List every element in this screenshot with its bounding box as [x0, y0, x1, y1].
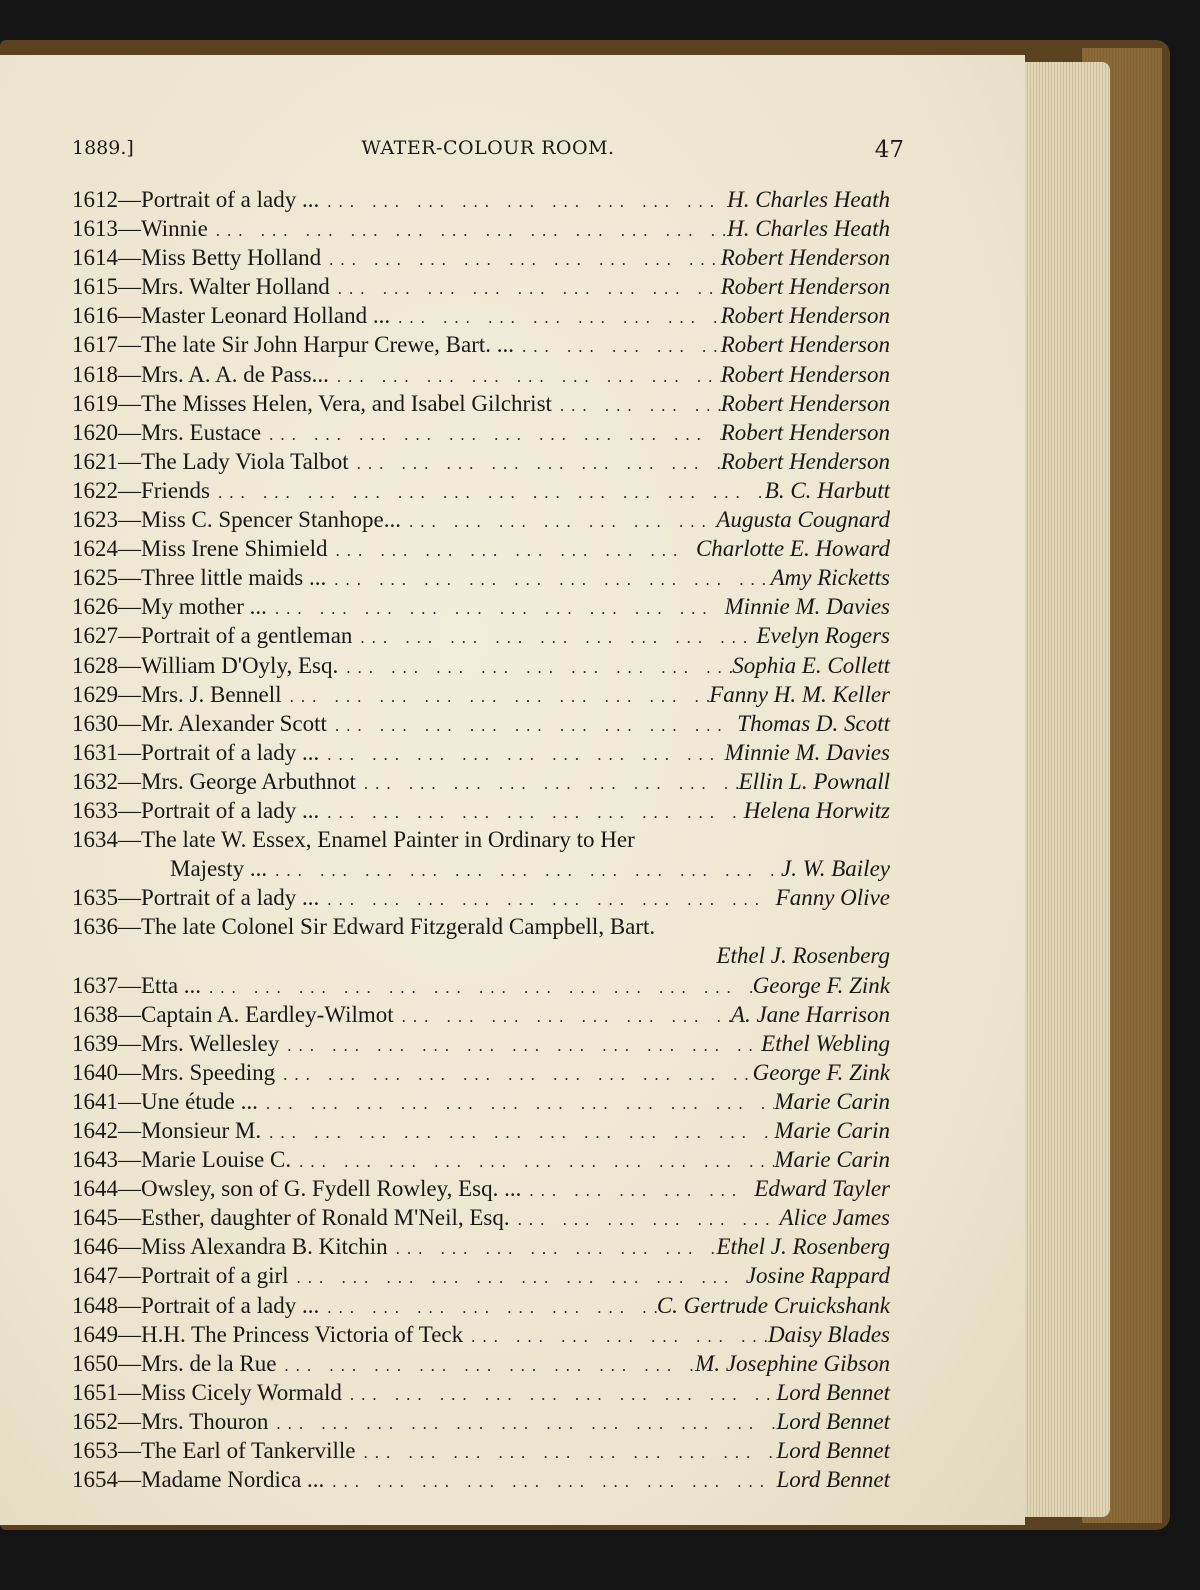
entry-artist: C. Gertrude Cruickshank: [656, 1292, 890, 1318]
dot-leader: [521, 1176, 754, 1205]
entry-artist: Augusta Cougnard: [716, 507, 890, 533]
catalogue-entry: [72, 1378, 904, 1407]
entry-title: 1638—Captain A. Eardley-Wilmot: [72, 1001, 394, 1027]
entry-artist: Robert Henderson: [720, 419, 890, 445]
page-fore-edge: [1015, 62, 1110, 1517]
entry-artist: George F. Zink: [752, 972, 890, 998]
entry-title: 1621—The Lady Viola Talbot: [72, 448, 349, 474]
entry-title: 1650—Mrs. de la Rue: [72, 1350, 277, 1376]
catalogue-entry: [72, 534, 904, 563]
dot-leader: [261, 420, 721, 449]
entry-title: 1640—Mrs. Speeding: [72, 1059, 276, 1085]
entry-title: 1632—Mrs. George Arbuthnot: [72, 768, 356, 794]
entry-artist: M. Josephine Gibson: [695, 1350, 890, 1376]
dot-leader: [258, 1089, 774, 1118]
entry-title: 1616—Master Leonard Holland ...: [72, 303, 391, 329]
dot-leader: [267, 594, 725, 623]
entry-title: 1626—My mother ...: [72, 594, 267, 620]
entry-title: 1634—The late W. Essex, Enamel Painter in Ordinary to Her: [72, 827, 635, 853]
entry-title: 1642—Monsieur M.: [72, 1118, 262, 1143]
catalogue-entry: [72, 941, 904, 970]
dot-leader: [289, 1263, 746, 1292]
header-title: WATER-COLOUR ROOM.: [361, 137, 615, 159]
catalogue-entry: [72, 243, 904, 272]
dot-leader: [401, 507, 716, 536]
dot-leader: [552, 391, 721, 420]
entry-artist: Robert Henderson: [720, 303, 890, 329]
entry-title: 1637—Etta ...: [72, 972, 202, 998]
entry-title: 1613—Winnie: [72, 216, 208, 242]
entry-artist: Alice James: [779, 1205, 890, 1231]
entry-title: 1615—Mrs. Walter Holland: [72, 274, 330, 300]
catalogue-entry: [72, 738, 904, 767]
catalogue-entry: [72, 854, 904, 883]
entry-artist: Marie Carin: [774, 1088, 890, 1114]
entry-artist: Charlotte E. Howard: [695, 536, 890, 562]
entry-title: 1619—The Misses Helen, Vera, and Isabel Gilchrist: [72, 390, 552, 416]
catalogue-entry: [72, 825, 904, 854]
dot-leader: [356, 769, 739, 798]
dot-leader: [342, 1380, 777, 1409]
entry-artist: B. C. Harbutt: [764, 477, 890, 503]
entry-title: 1625—Three little maids ...: [72, 565, 327, 591]
entry-artist: Helena Horwitz: [743, 797, 890, 823]
catalogue-entry: [72, 505, 904, 534]
dot-leader: [463, 1322, 768, 1351]
catalogue-entry: [72, 883, 904, 912]
dot-leader: [355, 1438, 776, 1467]
entry-title: 1629—Mrs. J. Bennell: [72, 681, 282, 707]
entry-title: 1649—H.H. The Princess Victoria of Teck: [72, 1321, 464, 1347]
catalogue-entry: [72, 301, 904, 330]
dot-leader: [510, 1205, 780, 1234]
page-number: 47: [874, 137, 904, 163]
entry-artist: Robert Henderson: [720, 245, 890, 271]
catalogue-entry: [72, 563, 904, 592]
dot-leader: [319, 1293, 657, 1322]
dot-leader: [208, 216, 727, 245]
entry-artist: Robert Henderson: [720, 332, 890, 358]
entry-title: 1627—Portrait of a gentleman: [72, 623, 353, 649]
catalogue-entry: [72, 330, 904, 359]
catalogue-entry: [72, 214, 904, 243]
catalogue-entry: [72, 1261, 904, 1290]
entry-title: 1639—Mrs. Wellesley: [72, 1030, 280, 1056]
entry-artist: Ellin L. Pownall: [738, 768, 890, 794]
entry-artist: Robert Henderson: [720, 390, 890, 416]
entry-title: 1654—Madame Nordica ...: [72, 1467, 325, 1493]
catalogue-entry: [72, 796, 904, 825]
entry-artist: Thomas D. Scott: [737, 710, 890, 736]
catalogue-entry: [72, 1465, 904, 1494]
entry-artist: Minnie M. Davies: [724, 594, 890, 620]
dot-leader: [352, 623, 756, 652]
catalogue-entry: [72, 651, 904, 680]
entry-artist: Lord Bennet: [776, 1467, 890, 1493]
catalogue-entry: [72, 709, 904, 738]
catalogue-entries: [72, 185, 904, 1494]
entry-artist: Daisy Blades: [767, 1321, 890, 1347]
entry-artist: Lord Bennet: [776, 1379, 890, 1405]
entry-title: 1648—Portrait of a lady ...: [72, 1292, 320, 1318]
catalogue-entry: [72, 1320, 904, 1349]
entry-artist: H. Charles Heath: [727, 216, 890, 242]
entry-title: 1651—Miss Cicely Wormald: [72, 1379, 342, 1405]
dot-leader: [390, 303, 721, 332]
dot-leader: [267, 856, 781, 885]
dot-leader: [201, 973, 753, 1002]
entry-title: 1614—Miss Betty Holland: [72, 245, 322, 271]
entry-artist: Fanny H. M. Keller: [709, 681, 890, 707]
entry-title: 1645—Esther, daughter of Ronald M'Neil, Esq.: [72, 1205, 510, 1231]
entry-artist: H. Charles Heath: [727, 187, 890, 212]
catalogue-entry: [72, 360, 904, 389]
entry-artist: Robert Henderson: [720, 361, 890, 387]
dot-leader: [394, 1002, 731, 1031]
entry-artist: Marie Carin: [774, 1118, 890, 1143]
catalogue-entry: [72, 1145, 904, 1174]
dot-leader: [326, 565, 770, 594]
dot-leader: [210, 478, 765, 507]
dot-leader: [268, 1409, 776, 1438]
catalogue-entry: [72, 1291, 904, 1320]
entry-title: 1620—Mrs. Eustace: [72, 419, 262, 445]
entry-artist: Evelyn Rogers: [756, 623, 890, 649]
entry-artist: Josine Rappard: [745, 1263, 890, 1289]
catalogue-entry: [72, 767, 904, 796]
catalogue-entry: [72, 621, 904, 650]
catalogue-entry: [72, 1407, 904, 1436]
entry-title: 1644—Owsley, son of G. Fydell Rowley, Esq. ...: [72, 1176, 522, 1202]
catalogue-entry: [72, 418, 904, 447]
catalogue-entry: [72, 1203, 904, 1232]
entry-title: 1628—William D'Oyly, Esq.: [72, 652, 339, 678]
entry-title: 1622—Friends: [72, 477, 210, 503]
dot-leader: [324, 1467, 776, 1496]
catalogue-entry: [72, 592, 904, 621]
entry-artist: Robert Henderson: [720, 274, 890, 300]
dot-leader: [291, 1147, 774, 1176]
catalogue-entry: [72, 1436, 904, 1465]
dot-leader: [327, 711, 737, 740]
dot-leader: [388, 1234, 717, 1263]
dot-leader: [279, 1031, 761, 1060]
catalogue-entry: [72, 272, 904, 301]
dot-leader: [319, 187, 727, 216]
entry-title: 1653—The Earl of Tankerville: [72, 1438, 356, 1464]
catalogue-entry: [72, 680, 904, 709]
entry-artist: Marie Carin: [774, 1147, 890, 1173]
catalogue-entry: [72, 912, 904, 941]
dot-leader: [282, 682, 710, 711]
catalogue-entry: [72, 185, 904, 214]
entry-artist: Ethel J. Rosenberg: [716, 943, 890, 969]
entry-title: 1636—The late Colonel Sir Edward Fitzgerald Campbell, Bart.: [72, 914, 656, 940]
dot-leader: [276, 1351, 695, 1380]
dot-leader: [329, 362, 721, 391]
dot-leader: [319, 740, 724, 769]
catalogue-entry: [72, 389, 904, 418]
entry-title: 1633—Portrait of a lady ...: [72, 797, 320, 823]
entry-title: 1630—Mr. Alexander Scott: [72, 710, 327, 736]
entry-artist: J. W. Bailey: [780, 856, 890, 882]
entry-artist: A. Jane Harrison: [730, 1001, 890, 1027]
entry-title: Majesty ...: [170, 856, 268, 882]
catalogue-entry: [72, 1029, 904, 1058]
entry-title: 1652—Mrs. Thouron: [72, 1408, 269, 1434]
catalogue-entry: [72, 447, 904, 476]
entry-title: 1643—Marie Louise C.: [72, 1147, 292, 1173]
entry-artist: Lord Bennet: [776, 1438, 890, 1464]
entry-artist: Sophia E. Collett: [732, 652, 890, 678]
dot-leader: [321, 245, 721, 274]
entry-title: 1646—Miss Alexandra B. Kitchin: [72, 1234, 388, 1260]
entry-artist: Edward Tayler: [754, 1176, 890, 1202]
entry-title: 1635—Portrait of a lady ...: [72, 885, 320, 911]
catalogue-entry: [72, 1058, 904, 1087]
entry-artist: Robert Henderson: [720, 448, 890, 474]
dot-leader: [261, 1118, 774, 1147]
catalogue-entry: [72, 971, 904, 1000]
dot-leader: [328, 536, 696, 565]
dot-leader: [349, 449, 721, 478]
entry-title: 1623—Miss C. Spencer Stanhope...: [72, 507, 402, 533]
catalogue-entry: [72, 1116, 904, 1145]
dot-leader: [338, 653, 732, 682]
dot-leader: [319, 885, 775, 914]
catalogue-entry: [72, 476, 904, 505]
entry-title: 1631—Portrait of a lady ...: [72, 739, 320, 765]
entry-title: 1618—Mrs. A. A. de Pass...: [72, 361, 329, 387]
entry-title: 1617—The late Sir John Harpur Crewe, Bart. ...: [72, 332, 515, 358]
catalogue-entry: [72, 1087, 904, 1116]
catalogue-entry: [72, 1174, 904, 1203]
catalogue-entry: [72, 1349, 904, 1378]
entry-title: 1641—Une étude ...: [72, 1088, 258, 1114]
dot-leader: [275, 1060, 752, 1089]
entry-artist: Minnie M. Davies: [724, 739, 890, 765]
entry-title: 1612—Portrait of a lady ...: [72, 187, 320, 212]
entry-title: 1647—Portrait of a girl: [72, 1263, 289, 1289]
entry-title: 1624—Miss Irene Shimield: [72, 536, 328, 562]
entry-artist: Amy Ricketts: [770, 565, 890, 591]
dot-leader: [330, 274, 721, 303]
catalogue-entry: [72, 1000, 904, 1029]
entry-artist: Fanny Olive: [775, 885, 890, 911]
header-year: 1889.]: [72, 137, 134, 159]
dot-leader: [514, 332, 721, 361]
entry-artist: Lord Bennet: [776, 1408, 890, 1434]
running-header: [72, 137, 904, 167]
book-page: [0, 55, 1025, 1525]
entry-artist: Ethel J. Rosenberg: [716, 1234, 890, 1260]
catalogue-entry: [72, 1232, 904, 1261]
dot-leader: [319, 798, 743, 827]
entry-artist: Ethel Webling: [761, 1030, 890, 1056]
entry-artist: George F. Zink: [752, 1059, 890, 1085]
